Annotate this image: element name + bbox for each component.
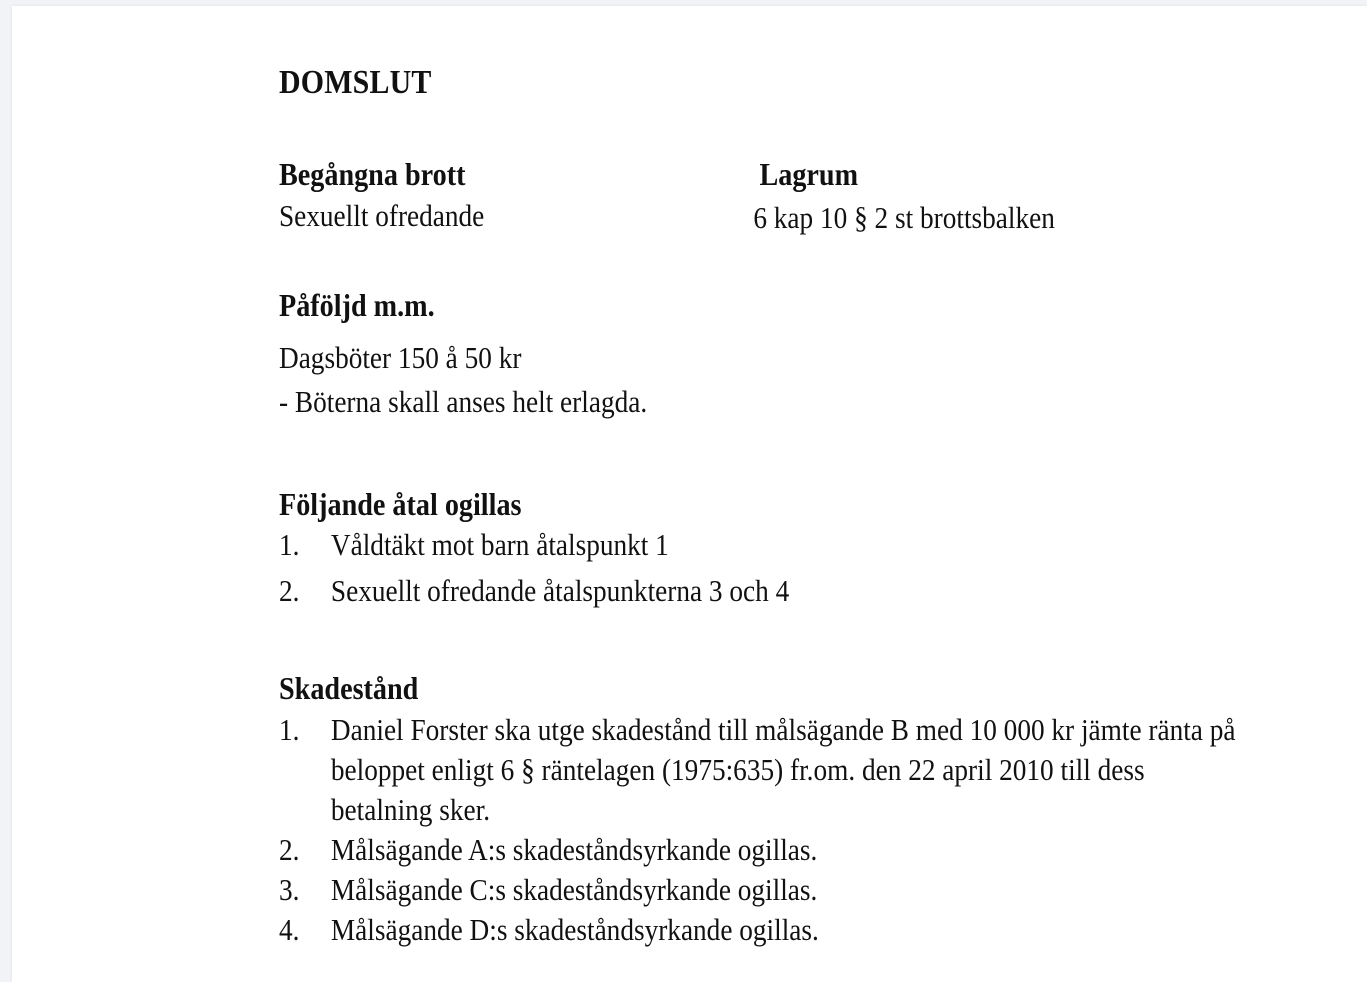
list-text: Målsägande C:s skadeståndsyrkande ogillas. (330, 872, 818, 907)
damages-heading: Skadestånd (279, 670, 419, 706)
list-number: 3. (279, 872, 300, 907)
list-number: 2. (279, 573, 300, 608)
law-heading: Lagrum (759, 156, 859, 192)
document-page (12, 6, 1367, 982)
dismissed-heading: Följande åtal ogillas (279, 486, 522, 522)
law-reference: 6 kap 10 § 2 st brottsbalken (753, 200, 1055, 235)
list-item (279, 830, 1246, 870)
list-number: 2. (279, 832, 300, 867)
list-text: Målsägande A:s skadeståndsyrkande ogillas. (330, 832, 818, 867)
dismissed-list (279, 522, 789, 614)
list-item (279, 910, 1246, 950)
list-text: Våldtäkt mot barn åtalspunkt 1 (330, 527, 669, 562)
list-item (279, 710, 1246, 830)
list-text: Målsägande D:s skadeståndsyrkande ogillas. (330, 912, 819, 947)
damages-list (279, 710, 1246, 950)
list-text: Sexuellt ofredande åtalspunkterna 3 och 4 (330, 573, 790, 608)
crime-name: Sexuellt ofredande (279, 198, 485, 233)
list-number: 1. (279, 712, 300, 747)
sanction-note: - Böterna skall anses helt erlagda. (279, 384, 648, 419)
sanction-fine: Dagsböter 150 å 50 kr (279, 340, 522, 375)
list-number: 1. (279, 527, 300, 562)
list-item (279, 870, 1246, 910)
document-content (44, 6, 1236, 982)
list-item (279, 522, 789, 568)
crimes-heading: Begångna brott (279, 156, 466, 192)
list-item (279, 568, 789, 614)
list-text: Daniel Forster ska utge skadestånd till målsägande B med 10 000 kr jämte ränta på beloppet enligt 6 § räntelagen (1975:635) fr.om. den 22 april 2010 till dess betalning sker. (330, 712, 1236, 827)
document-title: DOMSLUT (279, 64, 432, 101)
sanction-heading: Påföljd m.m. (279, 287, 435, 323)
list-number: 4. (279, 912, 300, 947)
